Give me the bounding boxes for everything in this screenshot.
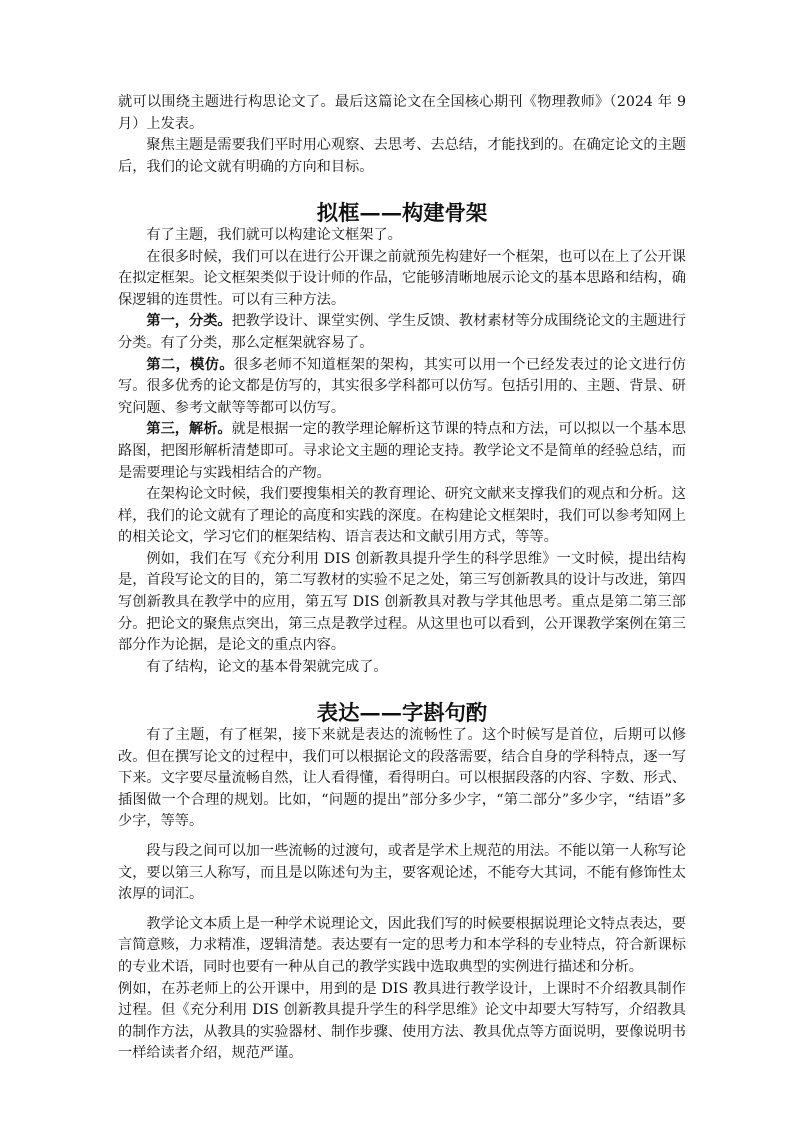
framework-method-1: [118, 311, 686, 354]
method-2-text: 很多老师不知道框架的架构，其实可以用一个已经发表过的论文进行仿写。很多优秀的论文都是仿写的，其实很多学科都可以仿写。包括引用的、主题、背景、研究问题、参考文献等等都可以仿写。: [118, 356, 686, 416]
framework-paragraph-3: 在架构论文时候，我们要搜集相关的教育理论、研究文献来支撑我们的观点和分析。这样，我们的论文就有了理论的高度和实践的深度。在构建论文框架时，我们可以参考知网上的相关论文，学习它们的框架结构、语言表达和文献引用方式，等等。: [118, 486, 686, 546]
method-3-text: 就是根据一定的教学理论解析这节课的特点和方法，可以拟以一个基本思路图，把图形解析清楚即可。寻求论文主题的理论支持。教学论文不是简单的经验总结，而是需要理论与实践相结合的产物。: [118, 421, 686, 481]
intro-paragraph-1: 就可以围绕主题进行构思论文了。最后这篇论文在全国核心期刊《物理教师》（2024 年 9 月）上发表。: [118, 94, 686, 132]
section-spacer: [118, 678, 686, 703]
expression-paragraph-1: 有了主题，有了框架，接下来就是表达的流畅性了。这个时候写是首位，后期可以修改。但在撰写论文的过程中，我们可以根据论文的段落需要，结合自身的学科特点，逐一写下来。文字要尽量流畅自然，让人看得懂，看得明白。可以根据段落的内容、字数、形式、插图做一个合理的规划。比如，“问题的提出”部分多少字，“第二部分”多少字，“结语”多少字，等等。: [118, 727, 686, 830]
framework-paragraph-2: 在很多时候，我们可以在进行公开课之前就预先构建好一个框架，也可以在上了公开课在拟定框架。论文框架类似于设计师的作品，它能够清晰地展示论文的基本思路和结构，确保逻辑的连贯性。可以有三种方法。: [118, 248, 686, 308]
method-1-lead: 第一，分类。: [146, 313, 232, 330]
expression-paragraph-4: 例如，在苏老师上的公开课中，用到的是 DIS 教具进行教学设计，上课时不介绍教具制作过程。但《充分利用 DIS 创新教具提升学生的科学思维》论文中却要大写特写，介绍教具的制作方法，从教具的实验器材、制作步骤、使用方法、教具优点等方面说明，要像说明书一样给读者介绍，规范严谨。: [118, 980, 686, 1062]
section-spacer: [118, 178, 686, 203]
document-page: [118, 92, 686, 1065]
section-title-expression: 表达——字斟句酌: [316, 701, 488, 727]
section-title-framework: 拟框——构建骨架: [316, 201, 488, 227]
method-2-lead: 第二，模仿。: [146, 356, 234, 373]
framework-paragraph-5: 有了结构，论文的基本骨架就完成了。: [146, 658, 388, 675]
expression-paragraph-2: 段与段之间可以加一些流畅的过渡句，或者是学术上规范的用法。不能以第一人称写论文，要以第三人称写，而且是以陈述句为主，要客观论述，不能夸大其词，不能有修饰性太浓厚的词汇。: [118, 843, 686, 903]
method-3-lead: 第三，解析。: [146, 421, 232, 438]
framework-method-3: [118, 419, 686, 484]
intro-paragraph-2: 聚焦主题是需要我们平时用心观察、去思考、去总结，才能找到的。在确定论文的主题后，我们的论文就有明确的方向和目标。: [118, 137, 686, 175]
framework-method-2: [118, 355, 686, 420]
paragraph-spacer: [118, 906, 686, 914]
method-1-text: 把教学设计、课堂实例、学生反馈、教材素材等分成围绕论文的主题进行分类。有了分类，那么定框架就容易了。: [118, 313, 686, 351]
paragraph-spacer: [118, 833, 686, 841]
expression-paragraph-3: 教学论文本质上是一种学术说理论文，因此我们写的时候要根据说理论文特点表达，要言简意赅，力求精准，逻辑清楚。表达要有一定的思考力和本学科的专业特点，符合新课标的专业术语，同时也要有一种从自己的教学实践中选取典型的实例进行描述和分析。: [118, 915, 686, 975]
framework-paragraph-1: 有了主题，我们就可以构建论文框架了。: [146, 226, 402, 243]
framework-paragraph-4: 例如，我们在写《充分利用 DIS 创新教具提升学生的科学思维》一文时候，提出结构是，首段写论文的目的，第二写教材的实验不足之处，第三写创新教具的设计与改进，第四写创新教具在教学中的应用，第五写 DIS 创新教具对教与学其他思考。重点是第二第三部分。把论文的聚焦点突出，第三点是教学过程。从这里也可以看到，公开课教学案例在第三部分作为论据，是论文的重点内容。: [118, 550, 686, 654]
